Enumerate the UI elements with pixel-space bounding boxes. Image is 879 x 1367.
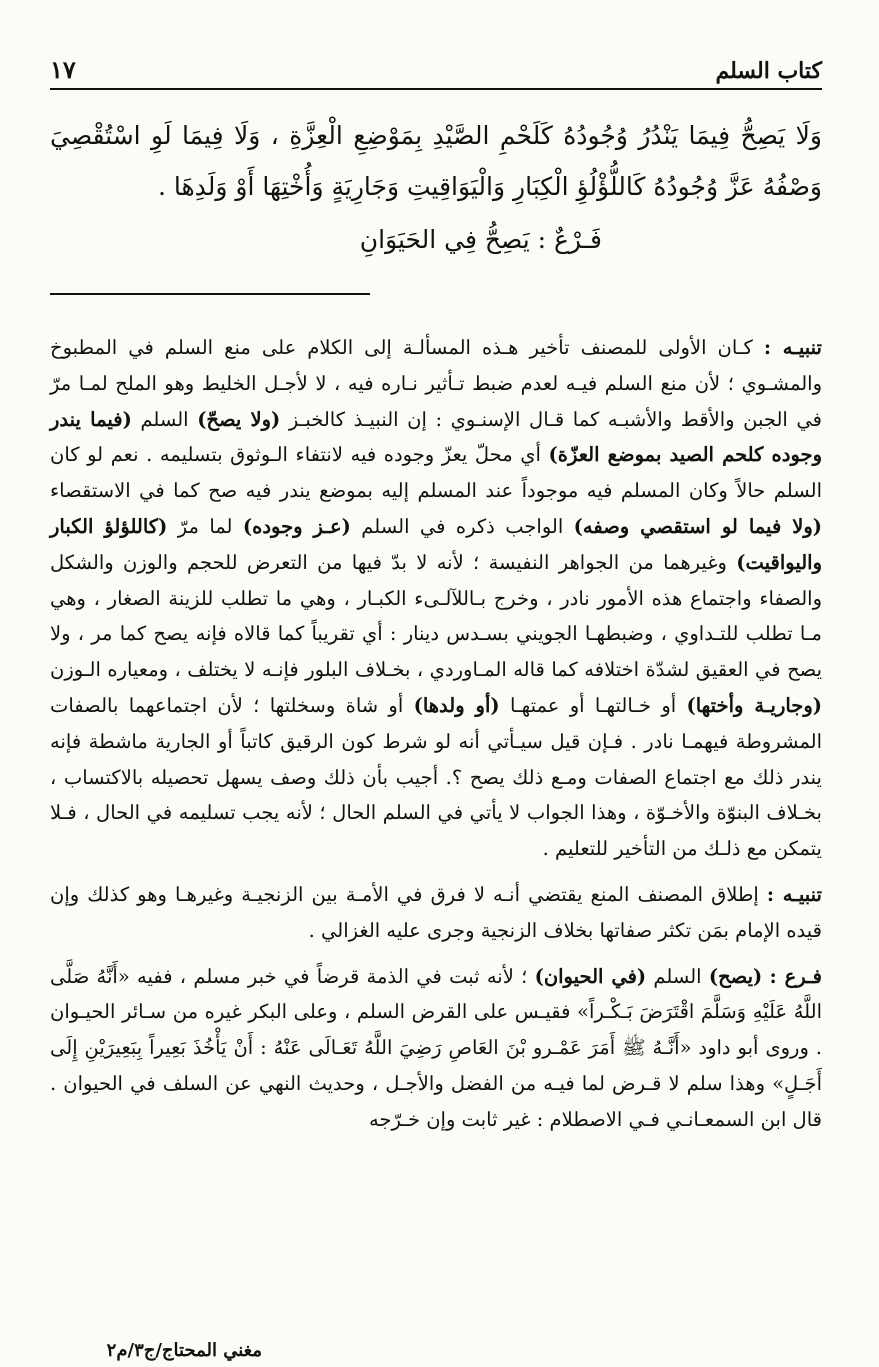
- matn-paragraph: وَلَا يَصِحُّ فِيمَا يَنْدُرُ وُجُودُهُ كَلَحْمِ الصَّيْدِ بِمَوْضِعِ الْعِزَّةِ ، وَلَا فِيمَا لَوِ اسْتُقْصِيَ وَصْفُهُ عَزَّ وُجُودُهُ كَاللُّؤْلُؤِ الْكِبَارِ وَالْيَوَاقِيتِ وَجَارِيَةٍ وَأُخْتِهَا أَوْ وَلَدِهَا .: [50, 121, 822, 201]
- matn-text: [50, 110, 822, 262]
- far-label: فـرع :: [769, 964, 822, 988]
- commentary: [50, 330, 822, 1138]
- matn-quote: (ولا فيما لو استقصي وصفه): [573, 514, 823, 538]
- matn-quote: (يصح): [708, 964, 763, 988]
- matn-quote: (وجاريـة وأختها): [686, 693, 823, 717]
- commentary-paragraph-2: تنبيـه : إطلاق المصنف المنع يقتضي أنـه لا فرق في الأمـة بين الزنجيـة وغيرهـا وهو كذلك وإن قيده الإمام بمَن تكثر صفاتها بخلاف الزنجية وجرى عليه الغزالي .: [50, 882, 822, 942]
- matn-quote: (فيما يندر وجوده كلحم الصيد بموضع العزّة): [50, 407, 822, 467]
- book-title: كتاب السلم: [715, 58, 822, 84]
- commentary-paragraph-3: فـرع : (يصح) السلم (في الحيوان) ؛ لأنه ثبت في الذمة قرضاً في خبر مسلم ، ففيه «أَنَّهُ صَلَّى اللَّهُ عَلَيْهِ وَسَلَّمَ اقْتَرَضَ بَـكْـراً» فقيـس على القرض السلم ، وعلى البكر غيره من سـائر الحيـوان . وروى أبو داود «أَنَّـهُ ﷺ أَمَرَ عَمْـرو بْنَ العَاصِ رَضِيَ اللَّهُ تَعَـالَى عَنْهُ : أَنْ يَأْخُذَ بَعِيراً بِبَعِيرَيْنِ إِلَى أَجَـلٍ» وهذا سلم لا قـرض لما فيـه من الفضل والأجـل ، وحديث النهي عن السلف في الحيوان . قال ابن السمعـانـي فـي الاصطلام : غير ثابت وإن خـرّجه: [50, 964, 822, 1131]
- matn-quote: (في الحيوان): [534, 964, 647, 988]
- matn-quote: (كاللؤلؤ الكبار واليواقيت): [50, 514, 823, 574]
- page-header: [50, 50, 822, 90]
- matn-quote: (أو ولدها): [413, 693, 500, 717]
- matn-quote: (ولا يصحّ): [197, 407, 281, 431]
- page-number: ١٧: [50, 55, 76, 84]
- commentary-paragraph-1: تنبيـه : كـان الأولى للمصنف تأخير هـذه المسألـة إلى الكلام على منع السلم في المطبوخ والمشـوي ؛ لأن منع السلم فيـه لعدم ضبط تـأثير نـاره فيه ، لا لأجـل الخليط وهو الملح لمـا مرّ في الجبن والأقط والأشبـه كما قـال الإسنـوي : إن النبيـذ كالخبـز (ولا يصحّ) السلم (فيما يندر وجوده كلحم الصيد بموضع العزّة) أي محلّ يعزّ وجوده فيه لانتفاء الـوثوق بتسليمه . نعم لو كان السلم حالاً وكان المسلم فيه موجوداً عند المسلم إليه بموضع يندر فيه صح كما في الاستقصاء (ولا فيما لو استقصي وصفه) الواجب ذكره في السلم (عـز وجوده) لما مرّ (كاللؤلؤ الكبار واليواقيت) وغيرهما من الجواهر النفيسة ؛ لأنه لا بدّ فيها من التعرض للحجم والوزن والشكل والصفاء واجتماع هذه الأمور نادر ، وخرج بـاللآلـىء الكبـار ، وهي ما تطلب للزينة الصغار ، وهي مـا تطلب للتـداوي ، وضبطهـا الجويني بسـدس دينار : أي تقريباً كما قالاه فإنه يصح كما مر ، ولا يصح في العقيق لشدّة اختلافه كما قاله المـاوردي ، بخـلاف البلور فإنـه لا يختلف ، ومعياره الـوزن (وجاريـة وأختها) أو خـالتهـا أو عمتهـا (أو ولدها) أو شاة وسخلتها ؛ لأن اجتماعهما بالصفات المشروطة فيهمـا نادر . فـإن قيل سيـأتي أنه لو شرط كون الرقيق كاتباً أو الجارية ماشطة فإنه يندر ذلك مع اجتماع الصفات ومـع ذلك يصح ؟. أجيب بأن ذلك وصف يسهل تحصيله بالاكتساب ، بخـلاف البنوّة والأخـوّة ، وهذا الجواب لا يأتي في السلم الحال ؛ لأنه يجب تسليمه في الحال ، فـلا يتمكن مع ذلـك من التأخير للتعليم .: [50, 336, 823, 861]
- footer-signature: مغني المحتاج/ج٣/م٢: [106, 1340, 262, 1361]
- page: [50, 0, 822, 1367]
- matn-far-heading: فَـرْعٌ : يَصِحُّ فِي الحَيَوَانِ: [359, 225, 602, 254]
- matn-quote: (عـز وجوده): [242, 514, 351, 538]
- tanbih-label: تنبيـه :: [763, 336, 822, 359]
- tanbih-label: تنبيـه :: [766, 882, 822, 906]
- separator-line: [50, 293, 370, 295]
